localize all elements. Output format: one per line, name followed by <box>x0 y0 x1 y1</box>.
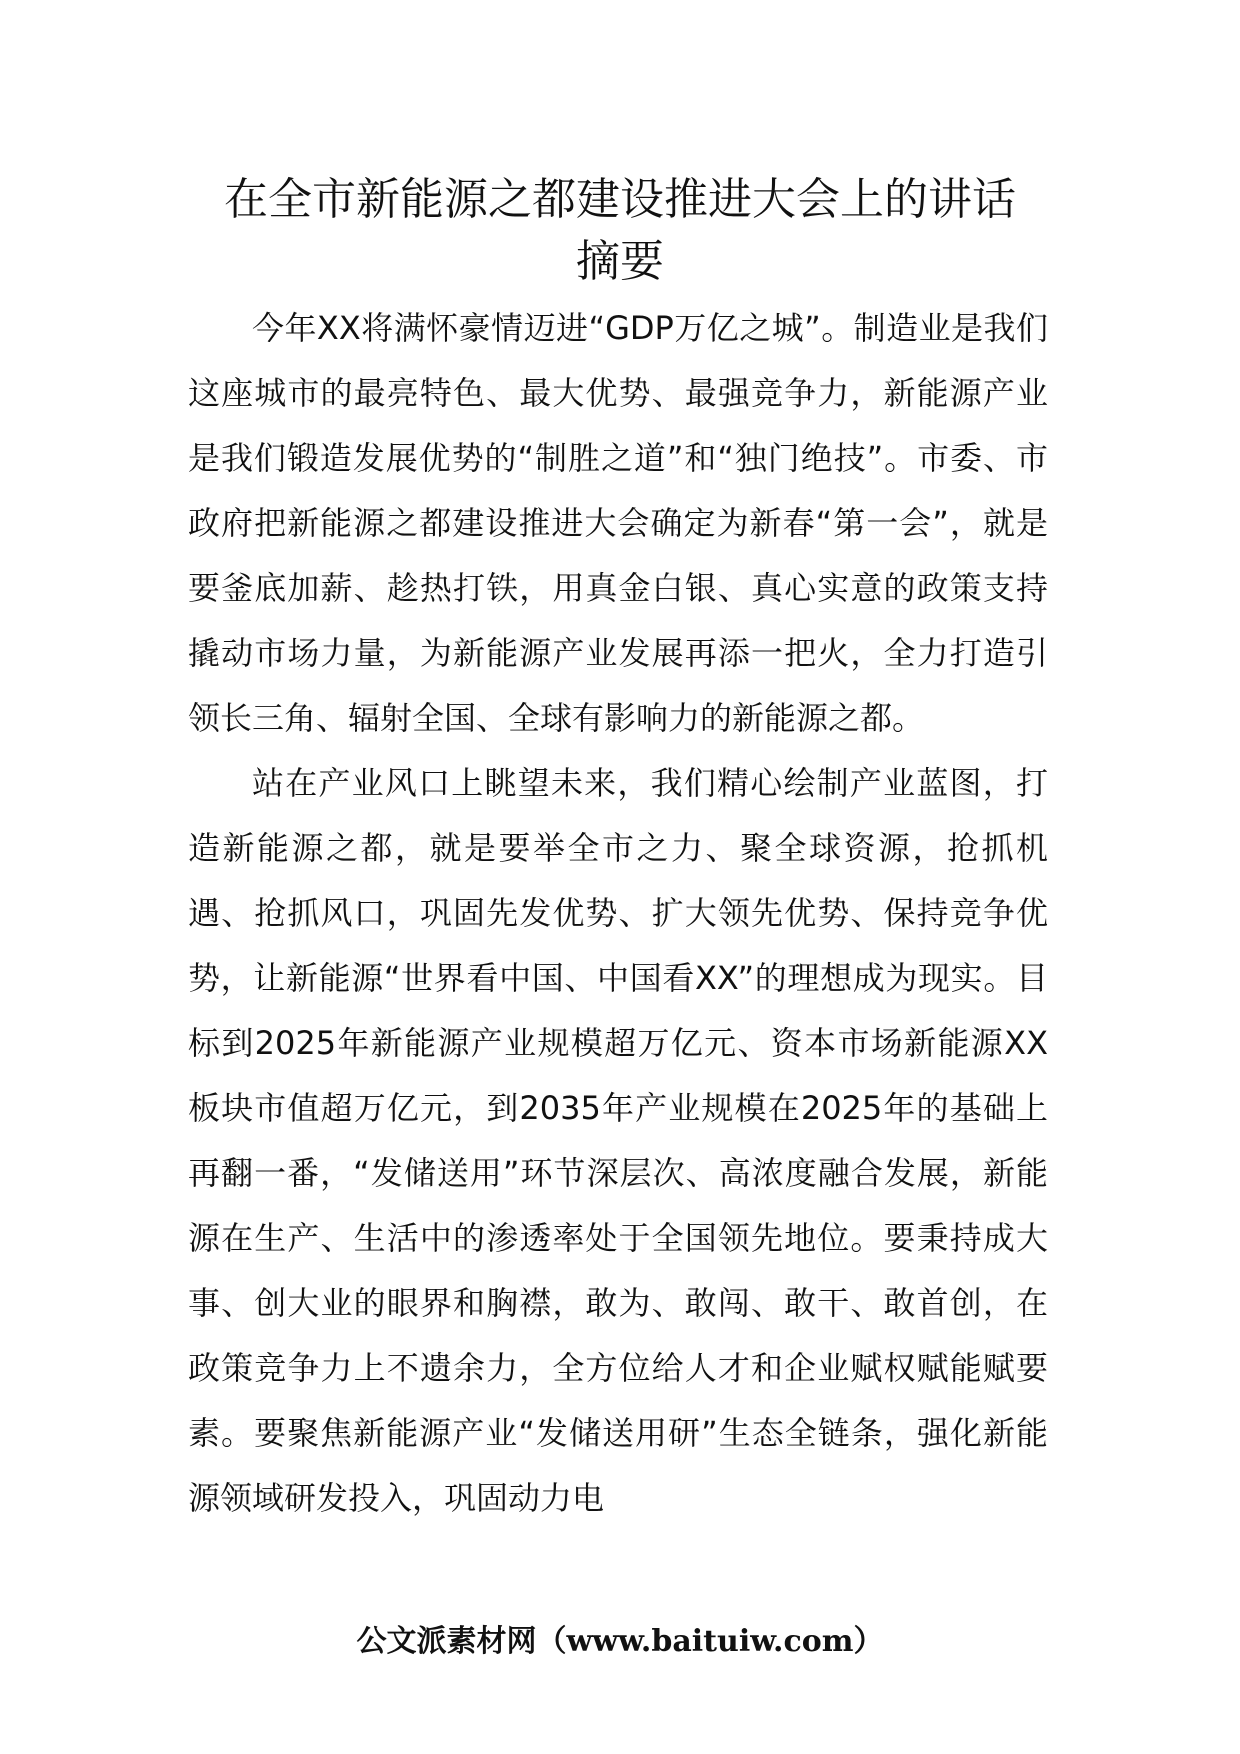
document-body <box>188 296 1048 1531</box>
body-paragraph-2: 站在产业风口上眺望未来，我们精心绘制产业蓝图，打造新能源之都，就是要举全市之力、聚全球资源，抢抓机遇、抢抓风口，巩固先发优势、扩大领先优势、保持竞争优势，让新能源“世界看中国、中国看XX”的理想成为现实。目标到2025年新能源产业规模超万亿元、资本市场新能源XX板块市值超万亿元，到2035年产业规模在2025年的基础上再翻一番，“发储送用”环节深层次、高浓度融合发展，新能源在生产、生活中的渗透率处于全国领先地位。要秉持成大事、创大业的眼界和胸襟，敢为、敢闯、敢干、敢首创，在政策竞争力上不遗余力，全方位给人才和企业赋权赋能赋要素。要聚焦新能源产业“发储送用研”生态全链条，强化新能源领域研发投入，巩固动力电 <box>188 764 1048 1517</box>
document-title-line-1: 在全市新能源之都建设推进大会上的讲话 <box>224 174 1016 225</box>
body-paragraph-1: 今年XX将满怀豪情迈进“GDP万亿之城”。制造业是我们这座城市的最亮特色、最大优势、最强竞争力，新能源产业是我们锻造发展优势的“制胜之道”和“独门绝技”。市委、市政府把新能源之都建设推进大会确定为新春“第一会”，就是要釜底加薪、趁热打铁，用真金白银、真心实意的政策支持撬动市场力量，为新能源产业发展再添一把火，全力打造引领长三角、辐射全国、全球有影响力的新能源之都。 <box>188 309 1048 737</box>
document-title-line-2: 摘要 <box>576 236 664 287</box>
page-footer-watermark: 公文派素材网（www.baitu​iw.com） <box>356 1624 884 1659</box>
